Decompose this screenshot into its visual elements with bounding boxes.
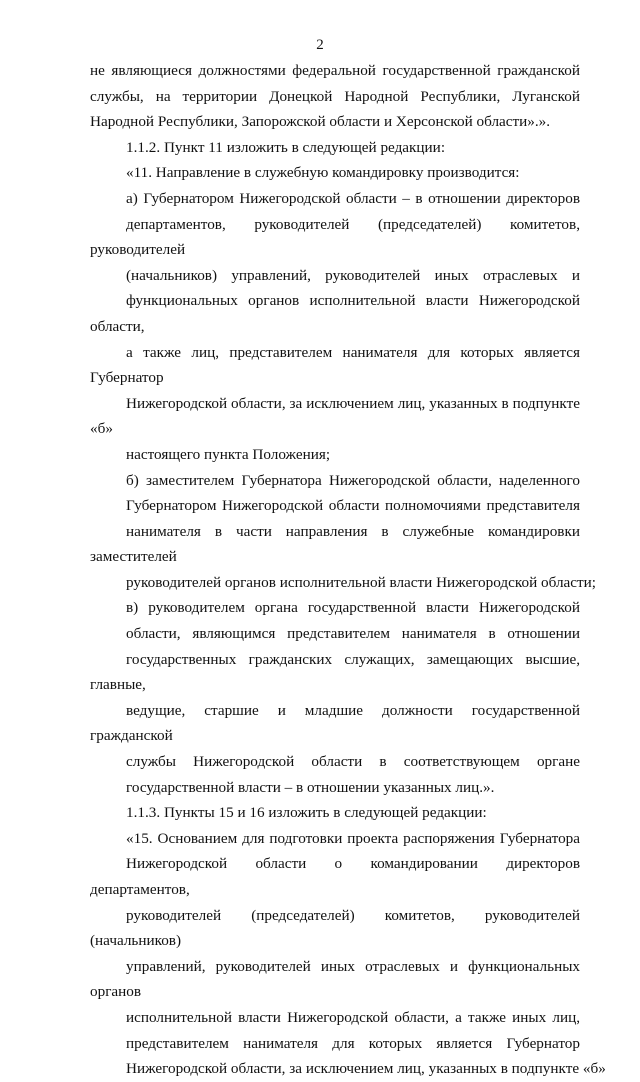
paragraph [90, 800, 580, 826]
text-line: не являющиеся должностями федеральной государственной гражданской [90, 62, 580, 79]
text-line: настоящего пункта Положения; [126, 445, 331, 463]
text-line: руководителей органов исполнительной власти Нижегородской области; [126, 573, 596, 591]
text-line: исполнительной власти Нижегородской области, а также иных лиц, [126, 1008, 580, 1026]
text-line: функциональных органов исполнительной власти Нижегородской области, [90, 292, 580, 335]
paragraph [90, 468, 596, 596]
text-line: 1.1.3. Пункты 15 и 16 изложить в следующей редакции: [126, 804, 487, 822]
text-line: «11. Направление в служебную командировку производится: [126, 164, 520, 182]
paragraph [90, 595, 580, 800]
document-body [90, 58, 606, 1082]
paragraph [90, 135, 580, 161]
text-line: представителем нанимателя для которых является Губернатор [126, 1034, 580, 1052]
text-line: «15. Основанием для подготовки проекта распоряжения Губернатора [126, 829, 580, 847]
text-line: нанимателя в части направления в служебные командировки заместителей [90, 522, 580, 566]
page-number: 2 [316, 37, 324, 53]
text-line: управлений, руководителей иных отраслевых и функциональных органов [90, 957, 580, 1001]
text-line: ведущие, старшие и младшие должности государственной гражданской [90, 701, 580, 745]
text-line: государственных гражданских служащих, замещающих высшие, главные, [90, 650, 580, 694]
text-line: области, являющимся представителем нанимателя в отношении [126, 625, 580, 643]
text-line: Народной Республики, Запорожской области и Херсонской области».». [90, 113, 551, 131]
text-line: руководителей (председателей) комитетов, руководителей (начальников) [90, 906, 580, 950]
text-line: а также лиц, представителем нанимателя для которых является Губернатор [90, 343, 580, 387]
text-line: Нижегородской области, за исключением лиц, указанных в подпункте «б» [90, 394, 580, 438]
paragraph [90, 186, 580, 468]
text-line: 1.1.2. Пункт 11 изложить в следующей редакции: [126, 138, 446, 156]
text-line: (начальников) управлений, руководителей иных отраслевых и [126, 266, 580, 284]
paragraph [90, 58, 580, 135]
text-line: государственной власти – в отношении указанных лиц.». [126, 778, 495, 796]
text-line: службы Нижегородской области в соответствующем органе [126, 753, 580, 771]
text-line: Нижегородской области о командировании директоров департаментов, [90, 855, 580, 898]
paragraph [90, 826, 606, 1082]
paragraph [90, 160, 580, 186]
text-line: Нижегородской области, за исключением лиц, указанных в подпункте «б» [126, 1060, 606, 1078]
text-line: Губернатором Нижегородской области полномочиями представителя [126, 497, 580, 515]
text-line: а) Губернатором Нижегородской области – в отношении директоров [126, 189, 580, 207]
text-line: департаментов, руководителей (председателей) комитетов, руководителей [90, 215, 580, 259]
text-line: б) заместителем Губернатора Нижегородской области, наделенного [126, 471, 580, 489]
text-line: службы, на территории Донецкой Народной Республики, Луганской [90, 87, 580, 105]
text-line: в) руководителем органа государственной власти Нижегородской [126, 599, 580, 617]
